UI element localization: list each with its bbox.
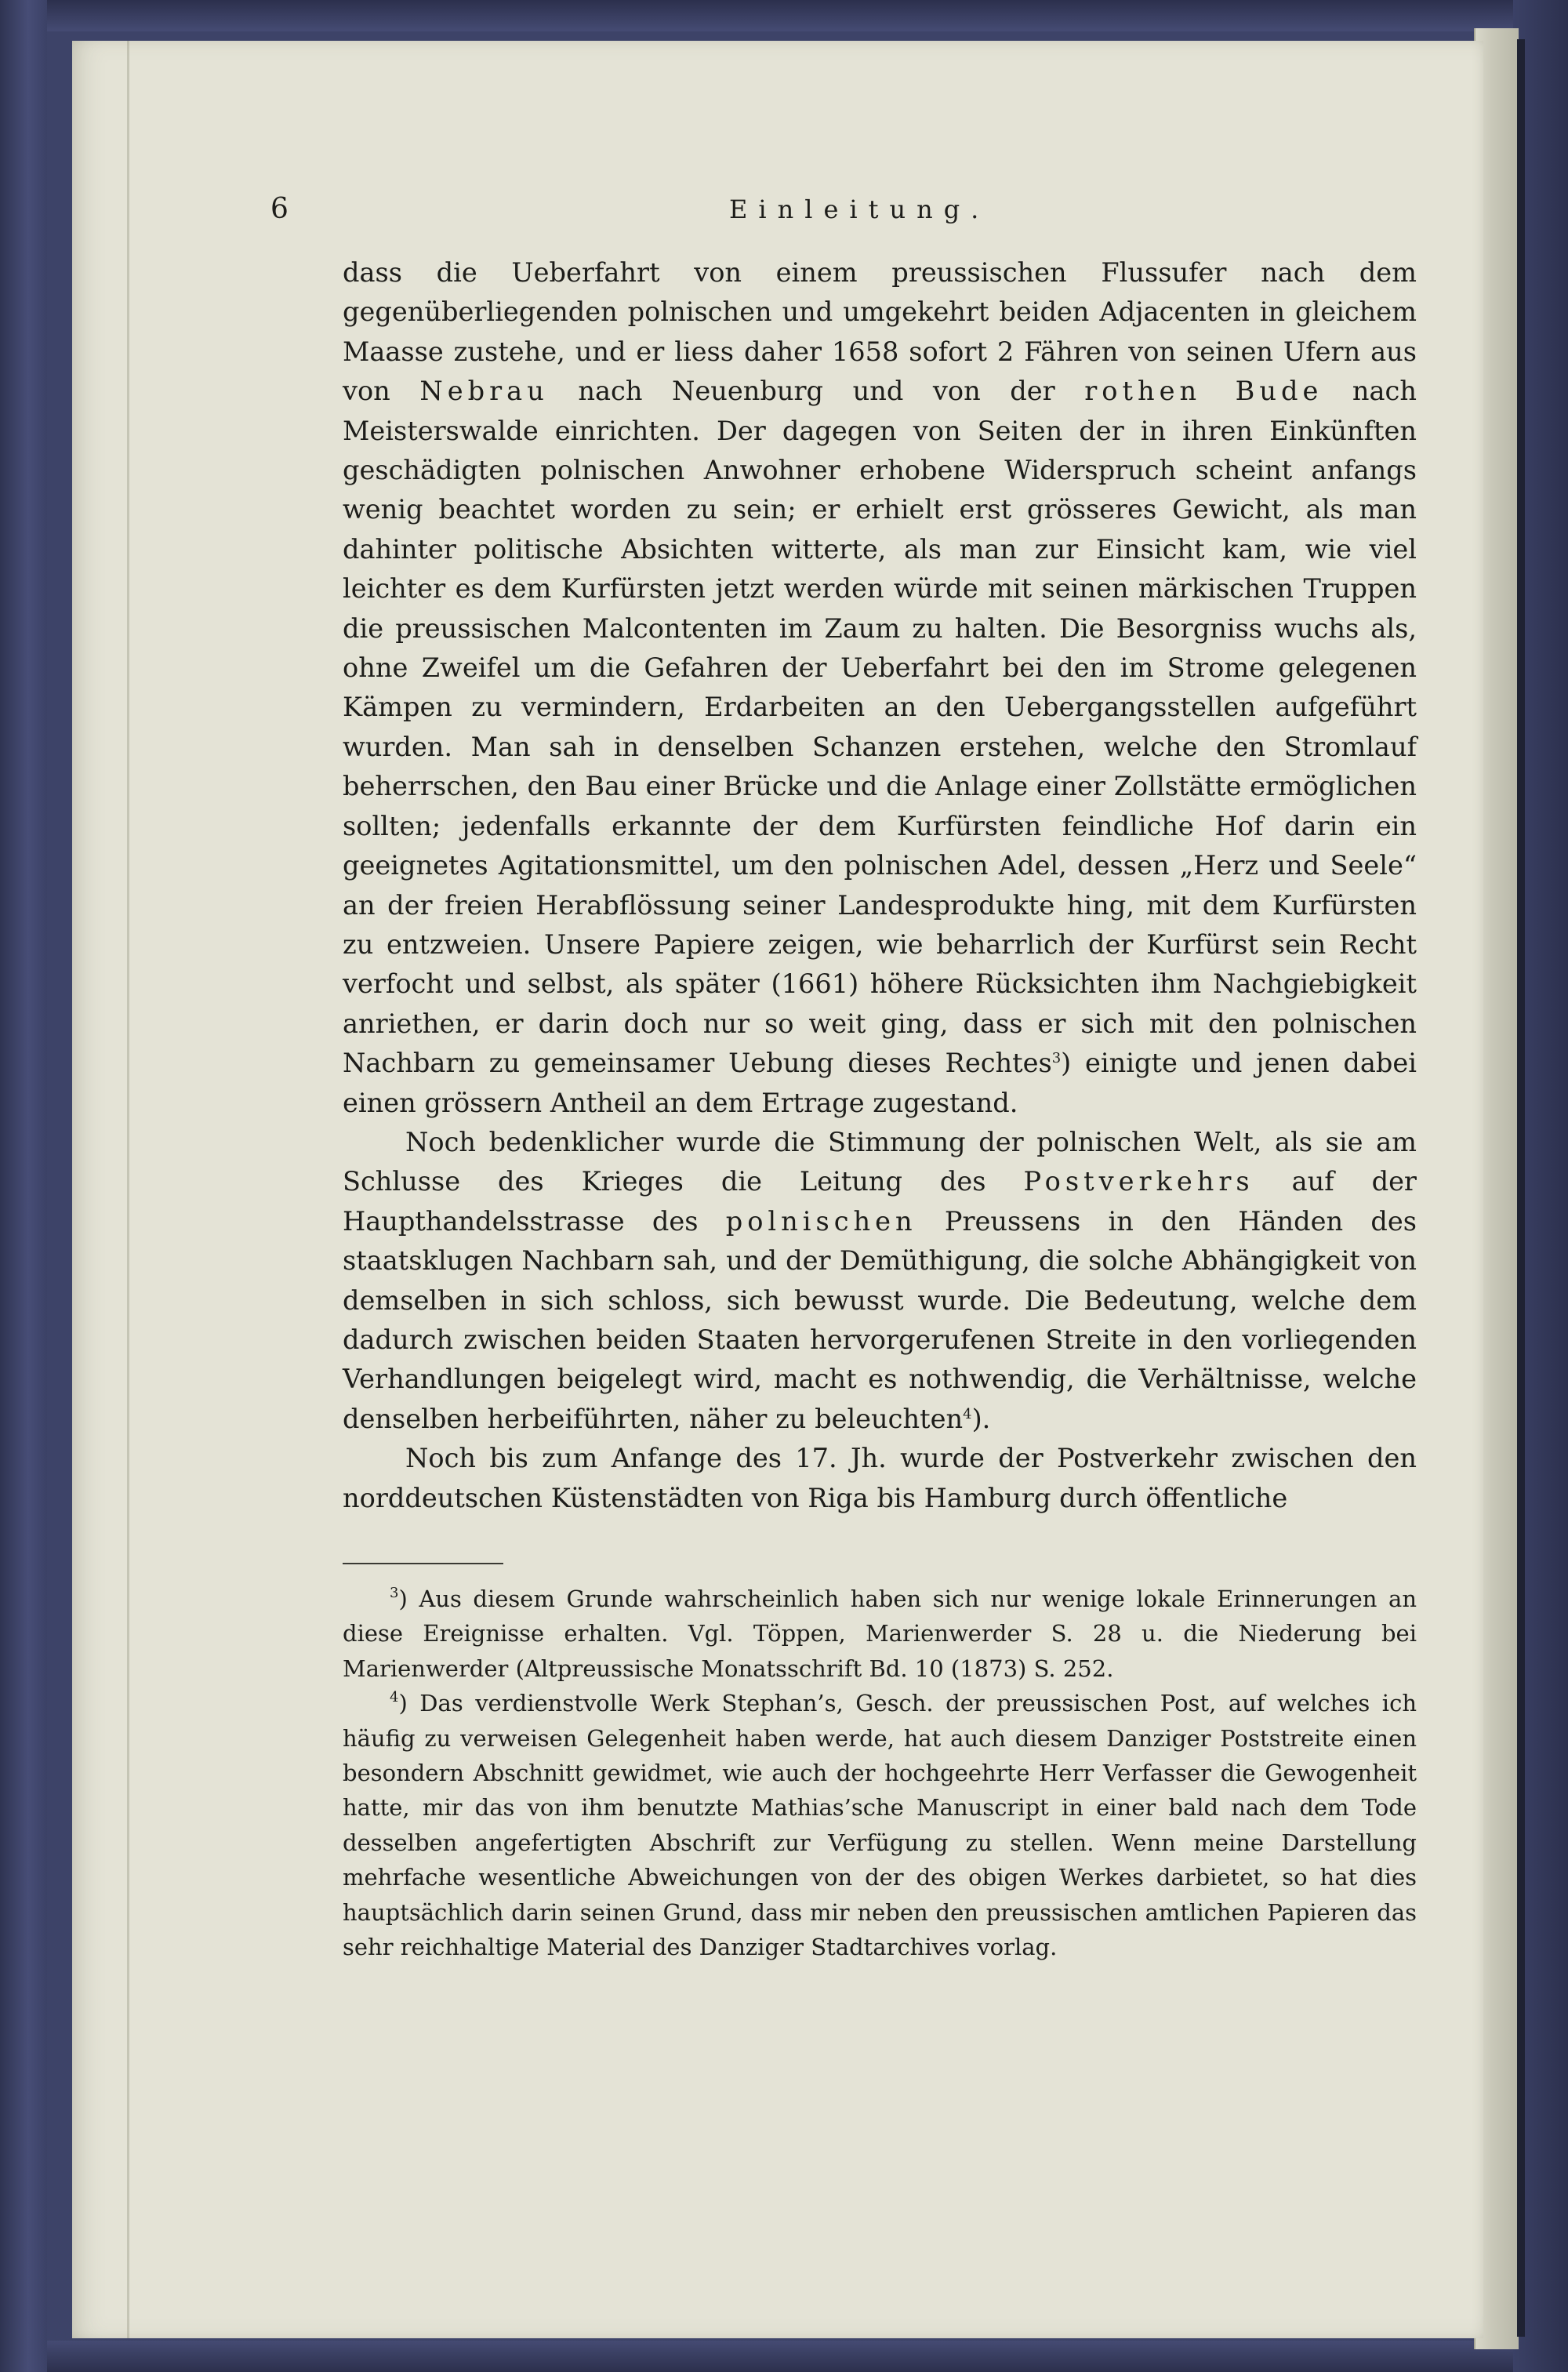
footnote-divider [343,1563,503,1564]
footnote-ref-4: 4 [963,1405,972,1422]
emphasis-nebrau: Nebrau [419,376,549,407]
paragraph-1-text-d: ) einigte und jenen dabei einen grössern Antheil an dem Ertrage zugestand. [343,1048,1417,1118]
running-head [270,190,1431,229]
binding-gap [1517,39,1525,2337]
paragraph-1 [343,253,1417,1123]
paragraph-2-text-d: ). [971,1403,991,1434]
book-binding-top [0,0,1568,31]
body-text [343,253,1417,1518]
paragraph-1-text-a: dass die Ueberfahrt von einem preussischen Flussufer nach dem gegenüberliegenden polnischen und umgekehrt beiden Adjacenten in gleichem Maasse zustehe, und er liess daher 1658 sofort 2 Fähren von seinen Ufern aus von [343,257,1417,407]
emphasis-rothen-bude: rothen Bude [1084,376,1323,407]
footnote-3-text: ) Aus diesem Grunde wahrscheinlich haben sich nur wenige lokale Erinnerungen an diese Ereignisse erhalten. Vgl. Töppen, Marienwerder S. 28 u. die Niederung bei Marienwerder (Altpreussische Monatsschrift Bd. 10 (1873) S. 252. [343,1586,1417,1682]
footnotes [343,1582,1417,1964]
page-gutter [127,41,129,2338]
footnote-ref-3: 3 [1051,1050,1062,1067]
footnote-4 [343,1686,1417,1964]
paragraph-1-text-c: nach Meisterswalde einrichten. Der dagegen von Seiten der in ihren Einkünften geschädigten polnischen Anwohner erhobene Widerspruch scheint anfangs wenig beachtet worden zu sein; er erhielt erst grösseres Gewicht, als man dahinter politische Absichten witterte, als man zur Einsicht kam, wie viel leichter es dem Kurfürsten jetzt werden würde mit seinen märkischen Truppen die preussischen Malcontenten im Zaum zu halten. Die Besorgniss wuchs als, ohne Zweifel um die Gefahren der Ueberfahrt bei den im Strome gelegenen Kämpen zu vermindern, Erdarbeiten an den Uebergangsstellen aufgeführt wurden. Man sah in denselben Schanzen erstehen, welche den Stromlauf beherrschen, den Bau einer Brücke und die Anlage einer Zollstätte ermöglichen sollten; jedenfalls erkannte der dem Kurfürsten feindliche Hof darin ein geeignetes Agitationsmittel, um den polnischen Adel, dessen „Herz und Seele“ an der freien Herabflössung seiner Landesprodukte hing, mit dem Kurfürsten zu entzweien. Unsere Papiere zeigen, wie beharrlich der Kurfürst sein Recht verfocht und selbst, als später (1661) höhere Rücksichten ihm Nachgiebigkeit anriethen, er darin doch nur so weit ging, dass er sich mit den polnischen Nachbarn zu gemeinsamer Uebung dieses Rechtes [343,376,1417,1079]
book-binding-bottom [0,2341,1568,2372]
paragraph-2-text-a: Noch bedenklicher wurde die Stimmung der polnischen Welt, als sie am Schlusse des Krieges die Leitung des [343,1126,1417,1197]
page-number: 6 [270,193,289,225]
emphasis-postverkehrs: Postverkehrs [1023,1166,1254,1197]
footnote-4-text: ) Das verdienstvolle Werk Stephan’s, Gesch. der preussischen Post, auf welches ich häufig zu verweisen Gelegenheit haben werde, hat auch diesem Danziger Poststreite einen besondern Abschnitt gewidmet, wie auch der hochgeehrte Herr Verfasser die Gewogenheit hatte, mir das von ihm benutzte Mathias’sche Manuscript in einer bald nach dem Tode desselben angefertigten Abschrift zur Verfügung zu stellen. Wenn meine Darstellung mehrfache wesentliche Abweichungen von der des obigen Werkes darbietet, so hat dies hauptsächlich darin seinen Grund, dass mir neben den preussischen amtlichen Papieren das sehr reichhaltige Material des Danziger Stadtarchives vorlag. [343,1690,1417,1961]
chapter-title: Einleitung. [729,194,990,224]
footnote-4-label: 4 [390,1689,399,1706]
paragraph-2 [343,1123,1417,1439]
paragraph-3: Noch bis zum Anfange des 17. Jh. wurde der Postverkehr zwischen den norddeutschen Küstenstädten von Riga bis Hamburg durch öffentliche [343,1443,1417,1513]
paragraph-2-text-b: auf der Haupthandelsstrasse des [343,1166,1417,1237]
paragraph-1-text-b: nach Neuenburg und von der [548,376,1085,407]
footnote-3-label: 3 [390,1585,399,1601]
paragraph-2-text-c: Preussens in den Händen des staatsklugen Nachbarn sah, und der Demüthigung, die solche Abhängigkeit von demselben in sich schloss, sich bewusst wurde. Die Bedeutung, welche dem dadurch zwischen beiden Staaten hervorgerufenen Streite in den vorliegenden Verhandlungen beigelegt wird, macht es nothwendig, die Verhältnisse, welche denselben herbeiführten, näher zu beleuchten [343,1205,1417,1434]
book-binding-left [0,0,47,2372]
emphasis-polnischen: polnischen [725,1205,917,1237]
footnote-3 [343,1582,1417,1686]
